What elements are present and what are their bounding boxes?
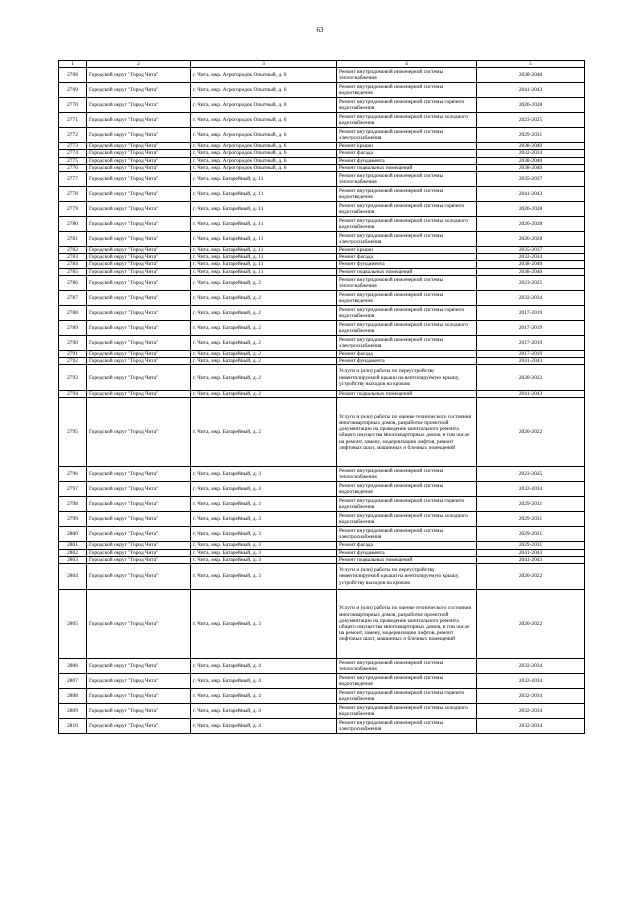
address-cell: г. Чита, мкр. Агрогородок Опытный, д. 6 <box>191 128 337 143</box>
municipality-cell: Городской округ "Город Чита" <box>87 335 191 350</box>
row-number-cell: 2807 <box>59 674 87 689</box>
row-number-cell: 2790 <box>59 335 87 350</box>
row-number-cell: 2809 <box>59 704 87 719</box>
period-cell: 2032-2034 <box>477 704 585 719</box>
table-row <box>59 335 585 350</box>
address-cell: г. Чита, мкр. Батарейный, д. 4 <box>191 719 337 734</box>
municipality-cell: Городской округ "Город Чита" <box>87 482 191 497</box>
address-cell: г. Чита, мкр. Батарейный, д. 11 <box>191 268 337 275</box>
period-cell: 2017-2019 <box>477 335 585 350</box>
row-number-cell: 2774 <box>59 150 87 157</box>
work-type-cell: Ремонт фасада <box>337 542 477 549</box>
table-row <box>59 68 585 83</box>
table-row <box>59 542 585 549</box>
header-cell: 2 <box>87 61 191 68</box>
work-type-cell: Ремонт внутридомовой инженерной системы электроснабжения <box>337 232 477 247</box>
row-number-cell: 2796 <box>59 467 87 482</box>
row-number-cell: 2772 <box>59 128 87 143</box>
address-cell: г. Чита, мкр. Агрогородок Опытный, д. 6 <box>191 143 337 150</box>
address-cell: г. Чита, мкр. Батарейный, д. 2 <box>191 335 337 350</box>
work-type-cell: Услуги и (или) работы по оценке технического состояния многоквартирных домов, разработке проектной документации на проведение капитального ремонта общего имущества многоквартирных домов, в том числе на ремонт, замену, модернизацию лифтов, ремонт лифтовых шахт, машинных и блочных помещений <box>337 398 477 467</box>
municipality-cell: Городской округ "Город Чита" <box>87 247 191 254</box>
row-number-cell: 2788 <box>59 305 87 320</box>
municipality-cell: Городской округ "Город Чита" <box>87 542 191 549</box>
municipality-cell: Городской округ "Город Чита" <box>87 512 191 527</box>
work-type-cell: Ремонт внутридомовой инженерной системы электроснабжения <box>337 719 477 734</box>
municipality-cell: Городской округ "Город Чита" <box>87 398 191 467</box>
address-cell: г. Чита, мкр. Агрогородок Опытный, д. 6 <box>191 150 337 157</box>
work-type-cell: Ремонт крыши <box>337 143 477 150</box>
row-number-cell: 2786 <box>59 275 87 290</box>
period-cell: 2038-2040 <box>477 143 585 150</box>
period-cell: 2038-2040 <box>477 261 585 268</box>
work-type-cell: Ремонт внутридомовой инженерной системы водоотведения <box>337 482 477 497</box>
municipality-cell: Городской округ "Город Чита" <box>87 674 191 689</box>
table-row <box>59 128 585 143</box>
period-cell: 2032-2034 <box>477 689 585 704</box>
table-row <box>59 527 585 542</box>
municipality-cell: Городской округ "Город Чита" <box>87 172 191 187</box>
municipality-cell: Городской округ "Город Чита" <box>87 202 191 217</box>
table-row <box>59 261 585 268</box>
municipality-cell: Городской округ "Город Чита" <box>87 128 191 143</box>
row-number-cell: 2799 <box>59 512 87 527</box>
work-type-cell: Ремонт внутридомовой инженерной системы холодного водоснабжения <box>337 320 477 335</box>
period-cell: 2020-2022 <box>477 590 585 659</box>
municipality-cell: Городской округ "Город Чита" <box>87 232 191 247</box>
table-row <box>59 254 585 261</box>
work-type-cell: Ремонт внутридомовой инженерной системы водоотведения <box>337 187 477 202</box>
address-cell: г. Чита, мкр. Батарейный, д. 4 <box>191 659 337 674</box>
address-cell: г. Чита, мкр. Батарейный, д. 3 <box>191 512 337 527</box>
row-number-cell: 2768 <box>59 68 87 83</box>
row-number-cell: 2781 <box>59 232 87 247</box>
municipality-cell: Городской округ "Город Чита" <box>87 590 191 659</box>
table-row <box>59 497 585 512</box>
work-type-cell: Ремонт внутридомовой инженерной системы теплоснабжения <box>337 68 477 83</box>
address-cell: г. Чита, мкр. Батарейный, д. 11 <box>191 202 337 217</box>
address-cell: г. Чита, мкр. Батарейный, д. 3 <box>191 497 337 512</box>
row-number-cell: 2769 <box>59 83 87 98</box>
address-cell: г. Чита, мкр. Батарейный, д. 4 <box>191 674 337 689</box>
row-number-cell: 2805 <box>59 590 87 659</box>
table-row <box>59 674 585 689</box>
work-type-cell: Ремонт внутридомовой инженерной системы теплоснабжения <box>337 467 477 482</box>
table-row <box>59 549 585 556</box>
table-row <box>59 247 585 254</box>
row-number-cell: 2787 <box>59 290 87 305</box>
table-header-row <box>59 61 585 68</box>
period-cell: 2032-2034 <box>477 659 585 674</box>
table-row <box>59 320 585 335</box>
period-cell: 2038-2040 <box>477 68 585 83</box>
period-cell: 2029-2031 <box>477 527 585 542</box>
period-cell: 2032-2034 <box>477 719 585 734</box>
municipality-cell: Городской округ "Город Чита" <box>87 689 191 704</box>
municipality-cell: Городской округ "Город Чита" <box>87 217 191 232</box>
work-type-cell: Ремонт внутридомовой инженерной системы холодного водоснабжения <box>337 113 477 128</box>
period-cell: 2035-2037 <box>477 247 585 254</box>
address-cell: г. Чита, мкр. Батарейный, д. 11 <box>191 187 337 202</box>
work-type-cell: Ремонт подвальных помещений <box>337 268 477 275</box>
table-row <box>59 98 585 113</box>
municipality-cell: Городской округ "Город Чита" <box>87 150 191 157</box>
work-type-cell: Ремонт внутридомовой инженерной системы холодного водоснабжения <box>337 512 477 527</box>
address-cell: г. Чита, мкр. Батарейный, д. 4 <box>191 704 337 719</box>
address-cell: г. Чита, мкр. Батарейный, д. 11 <box>191 254 337 261</box>
address-cell: г. Чита, мкр. Агрогородок Опытный, д. 6 <box>191 113 337 128</box>
work-type-cell: Ремонт фасада <box>337 150 477 157</box>
row-number-cell: 2800 <box>59 527 87 542</box>
table-row <box>59 564 585 590</box>
work-type-cell: Ремонт фундамента <box>337 261 477 268</box>
work-type-cell: Ремонт фундамента <box>337 358 477 365</box>
table-row <box>59 350 585 357</box>
municipality-cell: Городской округ "Город Чита" <box>87 164 191 171</box>
row-number-cell: 2770 <box>59 98 87 113</box>
period-cell: 2023-2025 <box>477 467 585 482</box>
address-cell: г. Чита, мкр. Батарейный, д. 2 <box>191 350 337 357</box>
period-cell: 2032-2034 <box>477 674 585 689</box>
row-number-cell: 2798 <box>59 497 87 512</box>
row-number-cell: 2778 <box>59 187 87 202</box>
work-type-cell: Ремонт подвальных помещений <box>337 164 477 171</box>
municipality-cell: Городской округ "Город Чита" <box>87 467 191 482</box>
work-type-cell: Ремонт подвальных помещений <box>337 391 477 398</box>
period-cell: 2032-2034 <box>477 290 585 305</box>
table-row <box>59 512 585 527</box>
header-cell: 3 <box>191 61 337 68</box>
municipality-cell: Городской округ "Город Чита" <box>87 391 191 398</box>
work-type-cell: Ремонт внутридомовой инженерной системы холодного водоснабжения <box>337 217 477 232</box>
address-cell: г. Чита, мкр. Батарейный, д. 4 <box>191 689 337 704</box>
address-cell: г. Чита, мкр. Батарейный, д. 2 <box>191 358 337 365</box>
period-cell: 2041-2043 <box>477 83 585 98</box>
row-number-cell: 2794 <box>59 391 87 398</box>
period-cell: 2032-2034 <box>477 254 585 261</box>
work-type-cell: Ремонт крыши <box>337 247 477 254</box>
period-cell: 2017-2019 <box>477 320 585 335</box>
address-cell: г. Чита, мкр. Агрогородок Опытный, д. 6 <box>191 83 337 98</box>
period-cell: 2035-2037 <box>477 172 585 187</box>
table-row <box>59 391 585 398</box>
period-cell: 2020-2022 <box>477 564 585 590</box>
row-number-cell: 2789 <box>59 320 87 335</box>
period-cell: 2023-2025 <box>477 113 585 128</box>
address-cell: г. Чита, мкр. Батарейный, д. 2 <box>191 391 337 398</box>
work-type-cell: Ремонт внутридомовой инженерной системы горячего водоснабжения <box>337 497 477 512</box>
address-cell: г. Чита, мкр. Батарейный, д. 3 <box>191 549 337 556</box>
table-row <box>59 556 585 563</box>
row-number-cell: 2784 <box>59 261 87 268</box>
period-cell: 2026-2028 <box>477 232 585 247</box>
municipality-cell: Городской округ "Город Чита" <box>87 275 191 290</box>
work-type-cell: Услуги и (или) работы по переустройству невентилируемой крыши на вентилируемую крышу, устройству выходов на кровлю <box>337 365 477 391</box>
municipality-cell: Городской округ "Город Чита" <box>87 719 191 734</box>
work-type-cell: Ремонт внутридомовой инженерной системы теплоснабжения <box>337 659 477 674</box>
period-cell: 2029-2031 <box>477 128 585 143</box>
address-cell: г. Чита, мкр. Батарейный, д. 2 <box>191 305 337 320</box>
address-cell: г. Чита, мкр. Батарейный, д. 11 <box>191 261 337 268</box>
period-cell: 2038-2040 <box>477 268 585 275</box>
municipality-cell: Городской округ "Город Чита" <box>87 68 191 83</box>
municipality-cell: Городской округ "Город Чита" <box>87 113 191 128</box>
address-cell: г. Чита, мкр. Батарейный, д. 3 <box>191 542 337 549</box>
work-type-cell: Ремонт фундамента <box>337 549 477 556</box>
municipality-cell: Городской округ "Город Чита" <box>87 659 191 674</box>
period-cell: 2026-2028 <box>477 202 585 217</box>
row-number-cell: 2806 <box>59 659 87 674</box>
row-number-cell: 2810 <box>59 719 87 734</box>
municipality-cell: Городской округ "Город Чита" <box>87 305 191 320</box>
municipality-cell: Городской округ "Город Чита" <box>87 497 191 512</box>
row-number-cell: 2801 <box>59 542 87 549</box>
municipality-cell: Городской округ "Город Чита" <box>87 261 191 268</box>
period-cell: 2023-2025 <box>477 275 585 290</box>
municipality-cell: Городской округ "Город Чита" <box>87 365 191 391</box>
row-number-cell: 2773 <box>59 143 87 150</box>
address-cell: г. Чита, мкр. Агрогородок Опытный, д. 6 <box>191 68 337 83</box>
period-cell: 2029-2031 <box>477 542 585 549</box>
header-cell: 4 <box>337 61 477 68</box>
period-cell: 2017-2019 <box>477 305 585 320</box>
table-row <box>59 172 585 187</box>
period-cell: 2041-2043 <box>477 549 585 556</box>
table-row <box>59 305 585 320</box>
address-cell: г. Чита, мкр. Батарейный, д. 2 <box>191 320 337 335</box>
address-cell: г. Чита, мкр. Батарейный, д. 3 <box>191 527 337 542</box>
municipality-cell: Городской округ "Город Чита" <box>87 556 191 563</box>
work-type-cell: Ремонт внутридомовой инженерной системы водоотведения <box>337 290 477 305</box>
row-number-cell: 2779 <box>59 202 87 217</box>
work-type-cell: Ремонт внутридомовой инженерной системы теплоснабжения <box>337 275 477 290</box>
work-type-cell: Ремонт внутридомовой инженерной системы горячего водоснабжения <box>337 98 477 113</box>
work-type-cell: Ремонт внутридомовой инженерной системы горячего водоснабжения <box>337 305 477 320</box>
address-cell: г. Чита, мкр. Агрогородок Опытный, д. 6 <box>191 98 337 113</box>
table-row <box>59 358 585 365</box>
municipality-cell: Городской округ "Город Чита" <box>87 290 191 305</box>
period-cell: 2041-2043 <box>477 358 585 365</box>
row-number-cell: 2795 <box>59 398 87 467</box>
work-type-cell: Услуги и (или) работы по переустройству невентилируемой крыши на вентилируемую крышу, устройству выходов на кровлю <box>337 564 477 590</box>
address-cell: г. Чита, мкр. Батарейный, д. 11 <box>191 247 337 254</box>
header-cell: 5 <box>477 61 585 68</box>
municipality-cell: Городской округ "Город Чита" <box>87 704 191 719</box>
table-row <box>59 467 585 482</box>
address-cell: г. Чита, мкр. Батарейный, д. 2 <box>191 275 337 290</box>
row-number-cell: 2808 <box>59 689 87 704</box>
row-number-cell: 2775 <box>59 157 87 164</box>
work-type-cell: Ремонт внутридомовой инженерной системы холодного водоснабжения <box>337 704 477 719</box>
header-cell: 1 <box>59 61 87 68</box>
address-cell: г. Чита, мкр. Батарейный, д. 11 <box>191 172 337 187</box>
work-type-cell: Ремонт внутридомовой инженерной системы электроснабжения <box>337 527 477 542</box>
address-cell: г. Чита, мкр. Батарейный, д. 11 <box>191 232 337 247</box>
table-row <box>59 217 585 232</box>
work-type-cell: Ремонт фундамента <box>337 157 477 164</box>
period-cell: 2041-2043 <box>477 187 585 202</box>
table-row <box>59 268 585 275</box>
municipality-cell: Городской округ "Город Чита" <box>87 83 191 98</box>
address-cell: г. Чита, мкр. Батарейный, д. 3 <box>191 590 337 659</box>
period-cell: 2026-2028 <box>477 98 585 113</box>
period-cell: 2032-2034 <box>477 482 585 497</box>
municipality-cell: Городской округ "Город Чита" <box>87 549 191 556</box>
work-type-cell: Ремонт внутридомовой инженерной системы горячего водоснабжения <box>337 689 477 704</box>
work-type-cell: Ремонт подвальных помещений <box>337 556 477 563</box>
period-cell: 2026-2028 <box>477 217 585 232</box>
row-number-cell: 2771 <box>59 113 87 128</box>
work-type-cell: Услуги и (или) работы по оценке технического состояния многоквартирных домов, разработке проектной документации на проведение капитального ремонта общего имущества многоквартирных домов, в том числе на ремонт, замену, модернизацию лифтов, ремонт лифтовых шахт, машинных и блочных помещений <box>337 590 477 659</box>
row-number-cell: 2785 <box>59 268 87 275</box>
work-type-cell: Ремонт внутридомовой инженерной системы электроснабжения <box>337 335 477 350</box>
table-body <box>59 61 585 734</box>
municipality-cell: Городской округ "Город Чита" <box>87 143 191 150</box>
table-row <box>59 365 585 391</box>
table-row <box>59 290 585 305</box>
municipality-cell: Городской округ "Город Чита" <box>87 527 191 542</box>
address-cell: г. Чита, мкр. Батарейный, д. 2 <box>191 365 337 391</box>
period-cell: 2020-2022 <box>477 365 585 391</box>
work-type-cell: Ремонт внутридомовой инженерной системы горячего водоснабжения <box>337 202 477 217</box>
address-cell: г. Чита, мкр. Батарейный, д. 2 <box>191 398 337 467</box>
table-row <box>59 275 585 290</box>
row-number-cell: 2782 <box>59 247 87 254</box>
work-type-cell: Ремонт фасада <box>337 350 477 357</box>
municipality-cell: Городской округ "Город Чита" <box>87 268 191 275</box>
period-cell: 2041-2043 <box>477 556 585 563</box>
table-row <box>59 83 585 98</box>
municipality-cell: Городской округ "Город Чита" <box>87 564 191 590</box>
municipality-cell: Городской округ "Город Чита" <box>87 187 191 202</box>
municipality-cell: Городской округ "Город Чита" <box>87 254 191 261</box>
row-number-cell: 2792 <box>59 358 87 365</box>
address-cell: г. Чита, мкр. Батарейный, д. 3 <box>191 467 337 482</box>
address-cell: г. Чита, мкр. Агрогородок Опытный, д. 6 <box>191 157 337 164</box>
period-cell: 2038-2040 <box>477 157 585 164</box>
row-number-cell: 2791 <box>59 350 87 357</box>
row-number-cell: 2776 <box>59 164 87 171</box>
table-row <box>59 157 585 164</box>
work-type-cell: Ремонт фасада <box>337 254 477 261</box>
address-cell: г. Чита, мкр. Агрогородок Опытный, д. 6 <box>191 164 337 171</box>
address-cell: г. Чита, мкр. Батарейный, д. 11 <box>191 217 337 232</box>
table-row <box>59 704 585 719</box>
period-cell: 2041-2043 <box>477 391 585 398</box>
table-row <box>59 187 585 202</box>
row-number-cell: 2804 <box>59 564 87 590</box>
table-row <box>59 143 585 150</box>
row-number-cell: 2793 <box>59 365 87 391</box>
municipality-cell: Городской округ "Город Чита" <box>87 358 191 365</box>
work-type-cell: Ремонт внутридомовой инженерной системы электроснабжения <box>337 128 477 143</box>
municipality-cell: Городской округ "Город Чита" <box>87 350 191 357</box>
period-cell: 2020-2022 <box>477 398 585 467</box>
table-row <box>59 659 585 674</box>
row-number-cell: 2797 <box>59 482 87 497</box>
table-row <box>59 113 585 128</box>
row-number-cell: 2780 <box>59 217 87 232</box>
row-number-cell: 2802 <box>59 549 87 556</box>
table-row <box>59 150 585 157</box>
address-cell: г. Чита, мкр. Батарейный, д. 3 <box>191 564 337 590</box>
period-cell: 2029-2031 <box>477 497 585 512</box>
municipality-cell: Городской округ "Город Чита" <box>87 98 191 113</box>
table-row <box>59 398 585 467</box>
period-cell: 2017-2019 <box>477 350 585 357</box>
period-cell: 2038-2040 <box>477 164 585 171</box>
address-cell: г. Чита, мкр. Батарейный, д. 3 <box>191 482 337 497</box>
work-type-cell: Ремонт внутридомовой инженерной системы водоотведения <box>337 674 477 689</box>
row-number-cell: 2803 <box>59 556 87 563</box>
table-row <box>59 232 585 247</box>
table-row <box>59 689 585 704</box>
address-cell: г. Чита, мкр. Батарейный, д. 2 <box>191 290 337 305</box>
table-row <box>59 482 585 497</box>
repair-schedule-table <box>58 60 585 734</box>
period-cell: 2032-2034 <box>477 150 585 157</box>
work-type-cell: Ремонт внутридомовой инженерной системы теплоснабжения <box>337 172 477 187</box>
table-row <box>59 719 585 734</box>
period-cell: 2029-2031 <box>477 512 585 527</box>
table-row <box>59 164 585 171</box>
row-number-cell: 2783 <box>59 254 87 261</box>
municipality-cell: Городской округ "Город Чита" <box>87 320 191 335</box>
table-row <box>59 590 585 659</box>
row-number-cell: 2777 <box>59 172 87 187</box>
page-number: 63 <box>316 26 324 34</box>
table-row <box>59 202 585 217</box>
municipality-cell: Городской округ "Город Чита" <box>87 157 191 164</box>
work-type-cell: Ремонт внутридомовой инженерной системы водоотведения <box>337 83 477 98</box>
address-cell: г. Чита, мкр. Батарейный, д. 3 <box>191 556 337 563</box>
